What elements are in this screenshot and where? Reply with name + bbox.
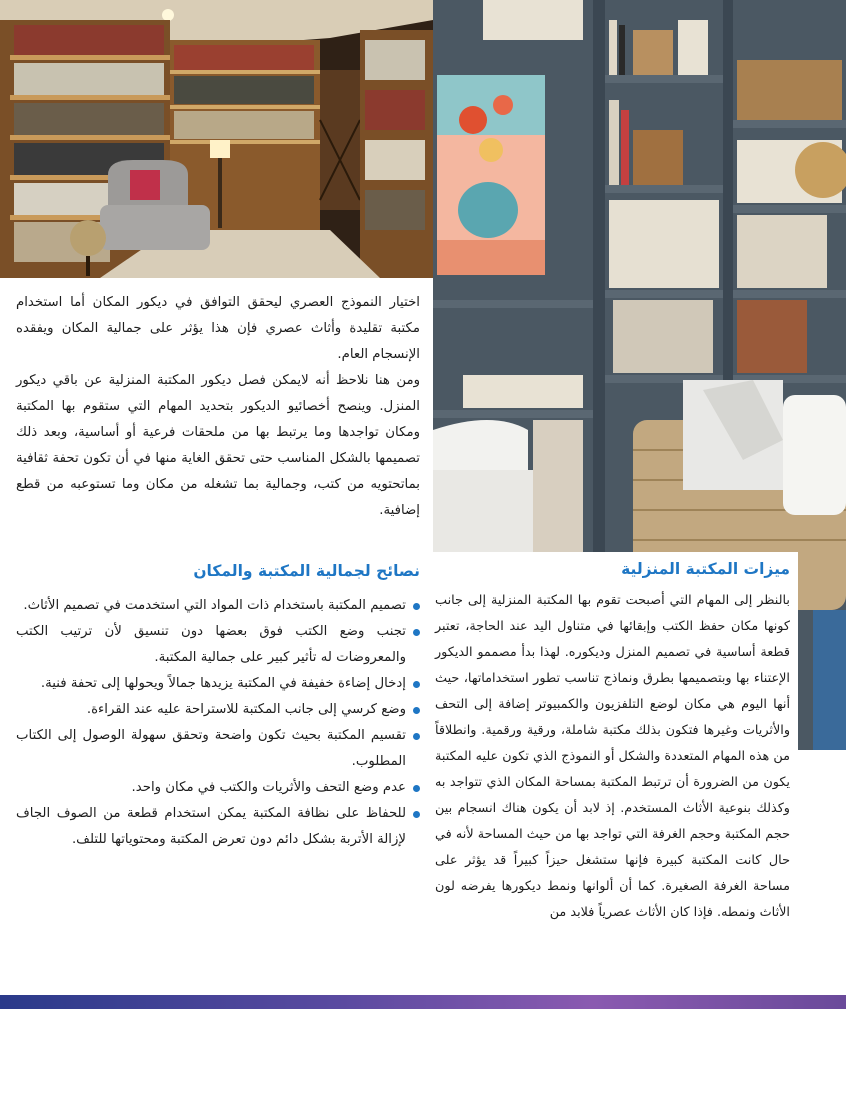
tip-item	[16, 593, 420, 619]
left-intro-text	[16, 290, 420, 524]
bullet-icon	[413, 707, 420, 714]
tip-text: إدخال إضاءة خفيفة في المكتبة يزيدها جمالاً ويحولها إلى تحفة فنية.	[40, 676, 406, 691]
bullet-icon	[413, 603, 420, 610]
tip-item	[16, 801, 420, 853]
tip-text: وضع كرسي إلى جانب المكتبة للاستراحة عليه عند القراءة.	[86, 702, 406, 717]
tips-heading: نصائح لجمالية المكتبة والمكان	[193, 562, 420, 580]
tip-text: تقسيم المكتبة بحيث تكون واضحة وتحقق سهولة الوصول إلى الكتاب المطلوب.	[16, 728, 406, 769]
tip-item	[16, 671, 420, 697]
tip-item	[16, 697, 420, 723]
tips-list	[16, 593, 420, 853]
tip-item	[16, 619, 420, 671]
bullet-icon	[413, 785, 420, 792]
features-body: بالنظر إلى المهام التي أصبحت تقوم بها المكتبة المنزلية إلى جانب كونها مكان حفظ الكتب وإبقائها في متناول اليد عند الحاجة، تعتبر قطعة أساسية في تصميم المنزل وديكوره. لهذا بدأ مصممو الديكور الإعتناء بها وبتصميمها بطرق ونماذج تناسب تطور استخداماتها، حيث أنها اليوم هي مكان لوضع التلفزيون والكمبيوتر إضافة إلى التحف والأثريات وغيرها فتكون بذلك مكتبة شاملة، ورقية ورقمية. وانطلاقاً من هذه المهام المتعددة والشكل أو النموذج الذي تكون عليه المكتبة يكون من الضرورة أن ترتبط المكتبة بمساحة المكان الذي تتواجد به وكذلك بنوعية الأثاث المستخدم. إذ لابد أن يكون هناك انسجام بين حجم المكتبة وحجم الغرفة التي تواجد بها من حيث المساحة لأنه في حال كانت المكتبة كبيرة فإنها ستشغل حيزاً كبيراً قد يؤثر على مساحة الغرفة الصغيرة. كما أن ألوانها ونمط ديكورها يفرضه لون الأثاث ونمطه. فإذا كان الأثاث عصرياً فلابد من	[435, 593, 790, 920]
features-panel	[428, 552, 798, 994]
features-heading: ميزات المكتبة المنزلية	[621, 560, 790, 578]
tip-text: تجنب وضع الكتب فوق بعضها دون تنسيق لأن ترتيب الكتب والمعروضات له تأثير كبير على جمالية المكتبة.	[16, 624, 406, 665]
library-photo	[0, 0, 433, 278]
tip-text: للحفاظ على نظافة المكتبة يمكن استخدام قطعة من الصوف الجاف لإزالة الأتربة بشكل دائم دون تعرض المكتبة ومحتوياتها للتلف.	[16, 806, 406, 847]
tip-item	[16, 723, 420, 775]
tip-item	[16, 775, 420, 801]
bullet-icon	[413, 629, 420, 636]
footer-gradient-bar	[0, 995, 846, 1009]
bullet-icon	[413, 681, 420, 688]
tip-text: عدم وضع التحف والأثريات والكتب في مكان واحد.	[131, 780, 406, 795]
bullet-icon	[413, 733, 420, 740]
left-paragraph-1: اختيار النموذج العصري ليحقق التوافق في ديكور المكان أما استخدام مكتبة تقليدة وأثاث عصري فإن هذا يؤثر على جمالية المكان ويفقده الإنسجام العام.	[16, 295, 420, 362]
bullet-icon	[413, 811, 420, 818]
left-paragraph-2: ومن هنا نلاحظ أنه لايمكن فصل ديكور المكتبة المنزلية عن باقي ديكور المنزل. وينصح أخصائيو الديكور بتحديد المهام التي ستقوم بها المكتبة ومكان تواجدها وما يرتبط بها من ملحقات فرعية أو أساسية، وبعد ذلك تصميمها بالشكل المناسب حتى تحقق الغاية منها في أن تكون تحفة ثقافية بماتحتويه من كتب، وجمالية بما تشغله من مكان وما تستوعبه من قطع إضافية.	[16, 373, 420, 518]
tip-text: تصميم المكتبة باستخدام ذات المواد التي استخدمت في تصميم الأثاث.	[23, 598, 406, 613]
library-illustration	[0, 0, 433, 278]
